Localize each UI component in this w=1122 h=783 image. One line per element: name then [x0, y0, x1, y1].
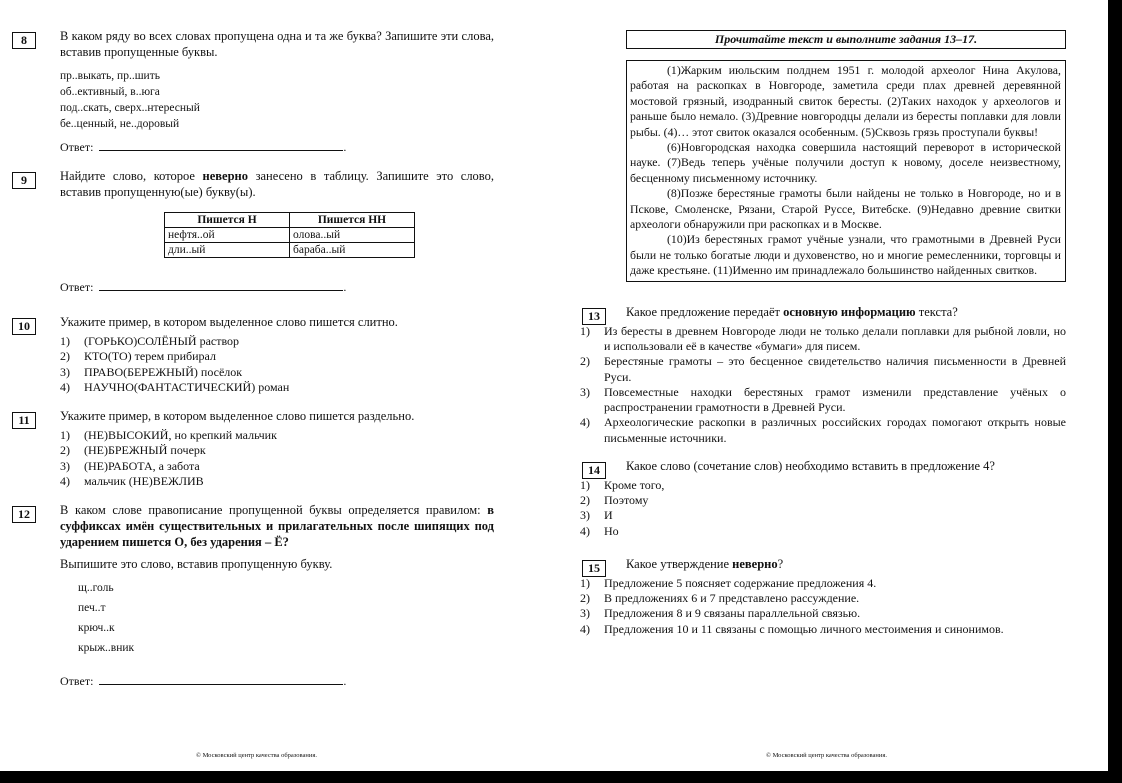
option-number: 1) [580, 575, 590, 590]
option-list [580, 576, 1066, 637]
option-text: Предложения 10 и 11 связаны с помощью личного местоимения и синонимов. [604, 621, 1004, 636]
option-number: 3) [580, 384, 590, 399]
option-number: 3) [60, 364, 70, 379]
word-item: крюч..к [78, 622, 115, 634]
option-text: Поэтому [604, 492, 649, 507]
table-row [165, 243, 415, 258]
option-text: КТО(ТО) терем прибирал [84, 349, 216, 364]
option-number: 4) [580, 621, 590, 636]
task-instruction: Выпишите это слово, вставив пропущенную букву. [60, 557, 333, 571]
task-10 [14, 314, 494, 408]
question-text: Какое предложение передаёт [626, 304, 784, 319]
task-question [60, 168, 494, 200]
footer-right: © Московский центр качества образования. [766, 752, 887, 759]
text-paragraph: (8)Позже берестяные грамоты были найдены не только в Новгороде, но и в Пскове, Смоленске, Рязани, Старой Руссе, Витебске. (9)Недавно древние свитки археологи обнаружили при раскопках и в Москве. [630, 186, 1061, 232]
option-item[interactable] [580, 493, 1066, 508]
question-text: ? [777, 556, 784, 571]
option-item[interactable] [60, 474, 494, 489]
option-item[interactable] [580, 576, 1066, 591]
option-item[interactable] [580, 622, 1066, 637]
option-item[interactable] [580, 606, 1066, 621]
question-text: В каком слове правописание пропущенной буквы определяется правилом: [60, 503, 488, 517]
task-number: 15 [582, 560, 606, 577]
word-row: под..скать, сверх..нтересный [60, 102, 200, 114]
answer-line[interactable] [99, 675, 343, 685]
task-question [626, 556, 1066, 572]
option-text: Но [604, 523, 619, 538]
option-number: 2) [60, 443, 70, 458]
option-text: Из бересты в древнем Новгороде люди не только делали поплавки для рыбной ловли, но и использовали её в качестве «бумаги» для писем. [604, 323, 1066, 353]
option-number: 3) [60, 458, 70, 473]
option-text: Предложения 8 и 9 связаны параллельной связью. [604, 606, 861, 621]
task-15 [580, 556, 1066, 637]
task-8 [14, 28, 494, 168]
table-header: Пишется НН [290, 213, 415, 228]
option-item[interactable] [580, 354, 1066, 385]
answer-label: Ответ: [60, 280, 94, 294]
option-number: 3) [580, 508, 590, 523]
table-cell: нефтя..ой [165, 228, 290, 243]
rule-text: в суффиксах имён существительных и прилагательных после шипящих под ударением пишется О, без ударения – Ё? [60, 503, 494, 549]
task-14 [580, 458, 1066, 556]
option-item[interactable] [60, 349, 494, 364]
option-number: 2) [580, 492, 590, 507]
word-row: пр..выкать, пр..шить [60, 70, 160, 82]
option-text: ПРАВО(БЕРЕЖНЫЙ) посёлок [84, 364, 243, 379]
task-9 [14, 168, 494, 314]
option-item[interactable] [60, 365, 494, 380]
option-text: И [604, 508, 613, 523]
text-paragraph: (1)Жарким июльским полднем 1951 г. молодой археолог Нина Акулова, работая на раскопках в Новгороде, заметила среди плах древней деревянной мостовой грязный, изодранный свиток бересты. (2)Таких находок у археологов и раньше было немало. (3)Древние новгородцы делали из бересты поплавки для ловли рыбы. (4)… этот свиток оказался особенным. (5)Сквозь грязь проступали буквы! [630, 63, 1061, 139]
option-number: 1) [60, 334, 70, 348]
option-text: (НЕ)ВЫСОКИЙ, но крепкий мальчик [84, 428, 277, 442]
word-rows [60, 68, 494, 132]
option-number: 4) [580, 415, 590, 430]
spelling-table [164, 212, 415, 258]
task-number: 14 [582, 462, 606, 479]
word-item: крыж..вник [78, 642, 135, 654]
word-item: щ..голь [78, 582, 114, 594]
option-item[interactable] [60, 334, 494, 349]
answer-label: Ответ: [60, 674, 94, 688]
task-12 [14, 502, 494, 689]
left-column [14, 28, 494, 689]
option-item[interactable] [60, 380, 494, 395]
option-number: 4) [60, 473, 70, 488]
option-item[interactable] [60, 443, 494, 458]
option-text: (НЕ)БРЕЖНЫЙ почерк [84, 443, 206, 458]
option-text: Берестяные грамоты – это бесценное свидетельство наличия письменности в Древней Руси. [604, 354, 1066, 384]
question-emphasis: основную информацию [783, 304, 916, 319]
task-11 [14, 408, 494, 502]
option-item[interactable] [580, 415, 1066, 446]
option-text: Предложение 5 поясняет содержание предложения 4. [604, 575, 877, 590]
option-item[interactable] [580, 385, 1066, 416]
question-text: занесено в таблицу. Запишите это слово, вставив пропущенную(ые) букву(ы). [60, 169, 494, 199]
answer-row: Ответ: . [60, 140, 347, 154]
option-item[interactable] [580, 524, 1066, 539]
option-item[interactable] [580, 508, 1066, 523]
question-text: Какое утверждение [626, 556, 733, 571]
task-number: 12 [12, 506, 36, 523]
option-number: 3) [580, 606, 590, 621]
option-list [14, 334, 494, 395]
word-row: бе..ценный, не..доровый [60, 118, 180, 130]
option-number: 2) [580, 354, 590, 369]
option-text: мальчик (НЕ)ВЕЖЛИВ [84, 473, 204, 488]
question-emphasis: неверно [202, 169, 248, 183]
option-text: В предложениях 6 и 7 представлено рассуждение. [604, 590, 860, 605]
answer-row: Ответ: . [60, 280, 347, 294]
option-item[interactable] [60, 428, 494, 443]
table-cell: бараба..ый [290, 243, 415, 258]
table-cell: олова..ый [290, 228, 415, 243]
option-list [60, 428, 494, 489]
task-number: 8 [12, 32, 36, 49]
question-emphasis: неверно [732, 556, 778, 571]
task-question: В каком ряду во всех словах пропущена одна и та же буква? Запишите эти слова, вставив пропущенные буквы. [60, 29, 494, 59]
question-text: текста? [915, 304, 958, 319]
right-column [580, 30, 1066, 637]
task-number: 9 [12, 172, 36, 189]
word-row: об..ективный, в..юга [60, 86, 160, 98]
task-question: Укажите пример, в котором выделенное слово пишется раздельно. [60, 409, 415, 423]
table-header: Пишется Н [165, 213, 290, 228]
text-paragraph: (10)Из берестяных грамот учёные узнали, что грамотными в Древней Руси были не только богатые люди и духовенство, но и многие ремесленники, торговцы и даже крестьяне. (11)Именно им принадлежало большинство найденных свитков. [630, 232, 1061, 278]
option-number: 4) [580, 523, 590, 538]
text-paragraph: (6)Новгородская находка совершила настоящий переворот в исторической науке. (7)Ведь теперь учёные получили доступ к новому, доселе неизвестному, бесценному письменному источнику. [630, 140, 1061, 185]
option-number: 2) [60, 349, 70, 364]
option-item[interactable] [60, 459, 494, 474]
option-list [580, 324, 1066, 446]
table-row [165, 228, 415, 243]
option-text: (ГОРЬКО)СОЛЁНЫЙ раствор [84, 334, 240, 348]
option-item[interactable] [580, 478, 1066, 493]
answer-line[interactable] [99, 281, 343, 291]
reading-header: Прочитайте текст и выполните задания 13–17. [626, 30, 1066, 49]
option-number: 1) [60, 428, 70, 442]
option-text: Повсеместные находки берестяных грамот изменили представление учёных о распространении грамотности в Древней Руси. [604, 384, 1066, 415]
option-number: 1) [580, 477, 590, 492]
word-item: печ..т [78, 602, 106, 614]
option-item[interactable] [580, 591, 1066, 606]
option-text: Археологические раскопки в различных российских городах помогают открыть новые письменные источники. [604, 415, 1066, 445]
option-text: НАУЧНО(ФАНТАСТИЧЕСКИЙ) роман [84, 379, 290, 394]
task-number: 13 [582, 308, 606, 325]
option-text: Кроме того, [604, 477, 665, 492]
task-question [60, 502, 494, 550]
table-cell: дли..ый [165, 243, 290, 258]
task-number: 10 [12, 318, 36, 335]
answer-row: Ответ: . [60, 674, 347, 688]
option-number: 4) [60, 379, 70, 394]
option-list [580, 478, 1066, 539]
question-text: Найдите слово, которое [60, 169, 203, 183]
option-number: 2) [580, 590, 590, 605]
task-13 [580, 304, 1066, 458]
reading-text [626, 60, 1066, 282]
answer-label: Ответ: [60, 140, 94, 154]
answer-line[interactable] [99, 141, 343, 151]
table-header-row [165, 213, 415, 228]
option-item[interactable] [580, 324, 1066, 355]
word-list [78, 578, 494, 658]
task-question [626, 304, 1066, 320]
option-number: 1) [580, 323, 590, 338]
footer-left: © Московский центр качества образования. [196, 752, 317, 759]
task-question: Какое слово (сочетание слов) необходимо вставить в предложение 4? [626, 458, 995, 473]
task-number: 11 [12, 412, 36, 429]
option-text: (НЕ)РАБОТА, а забота [84, 458, 200, 473]
task-question: Укажите пример, в котором выделенное слово пишется слитно. [60, 315, 398, 329]
